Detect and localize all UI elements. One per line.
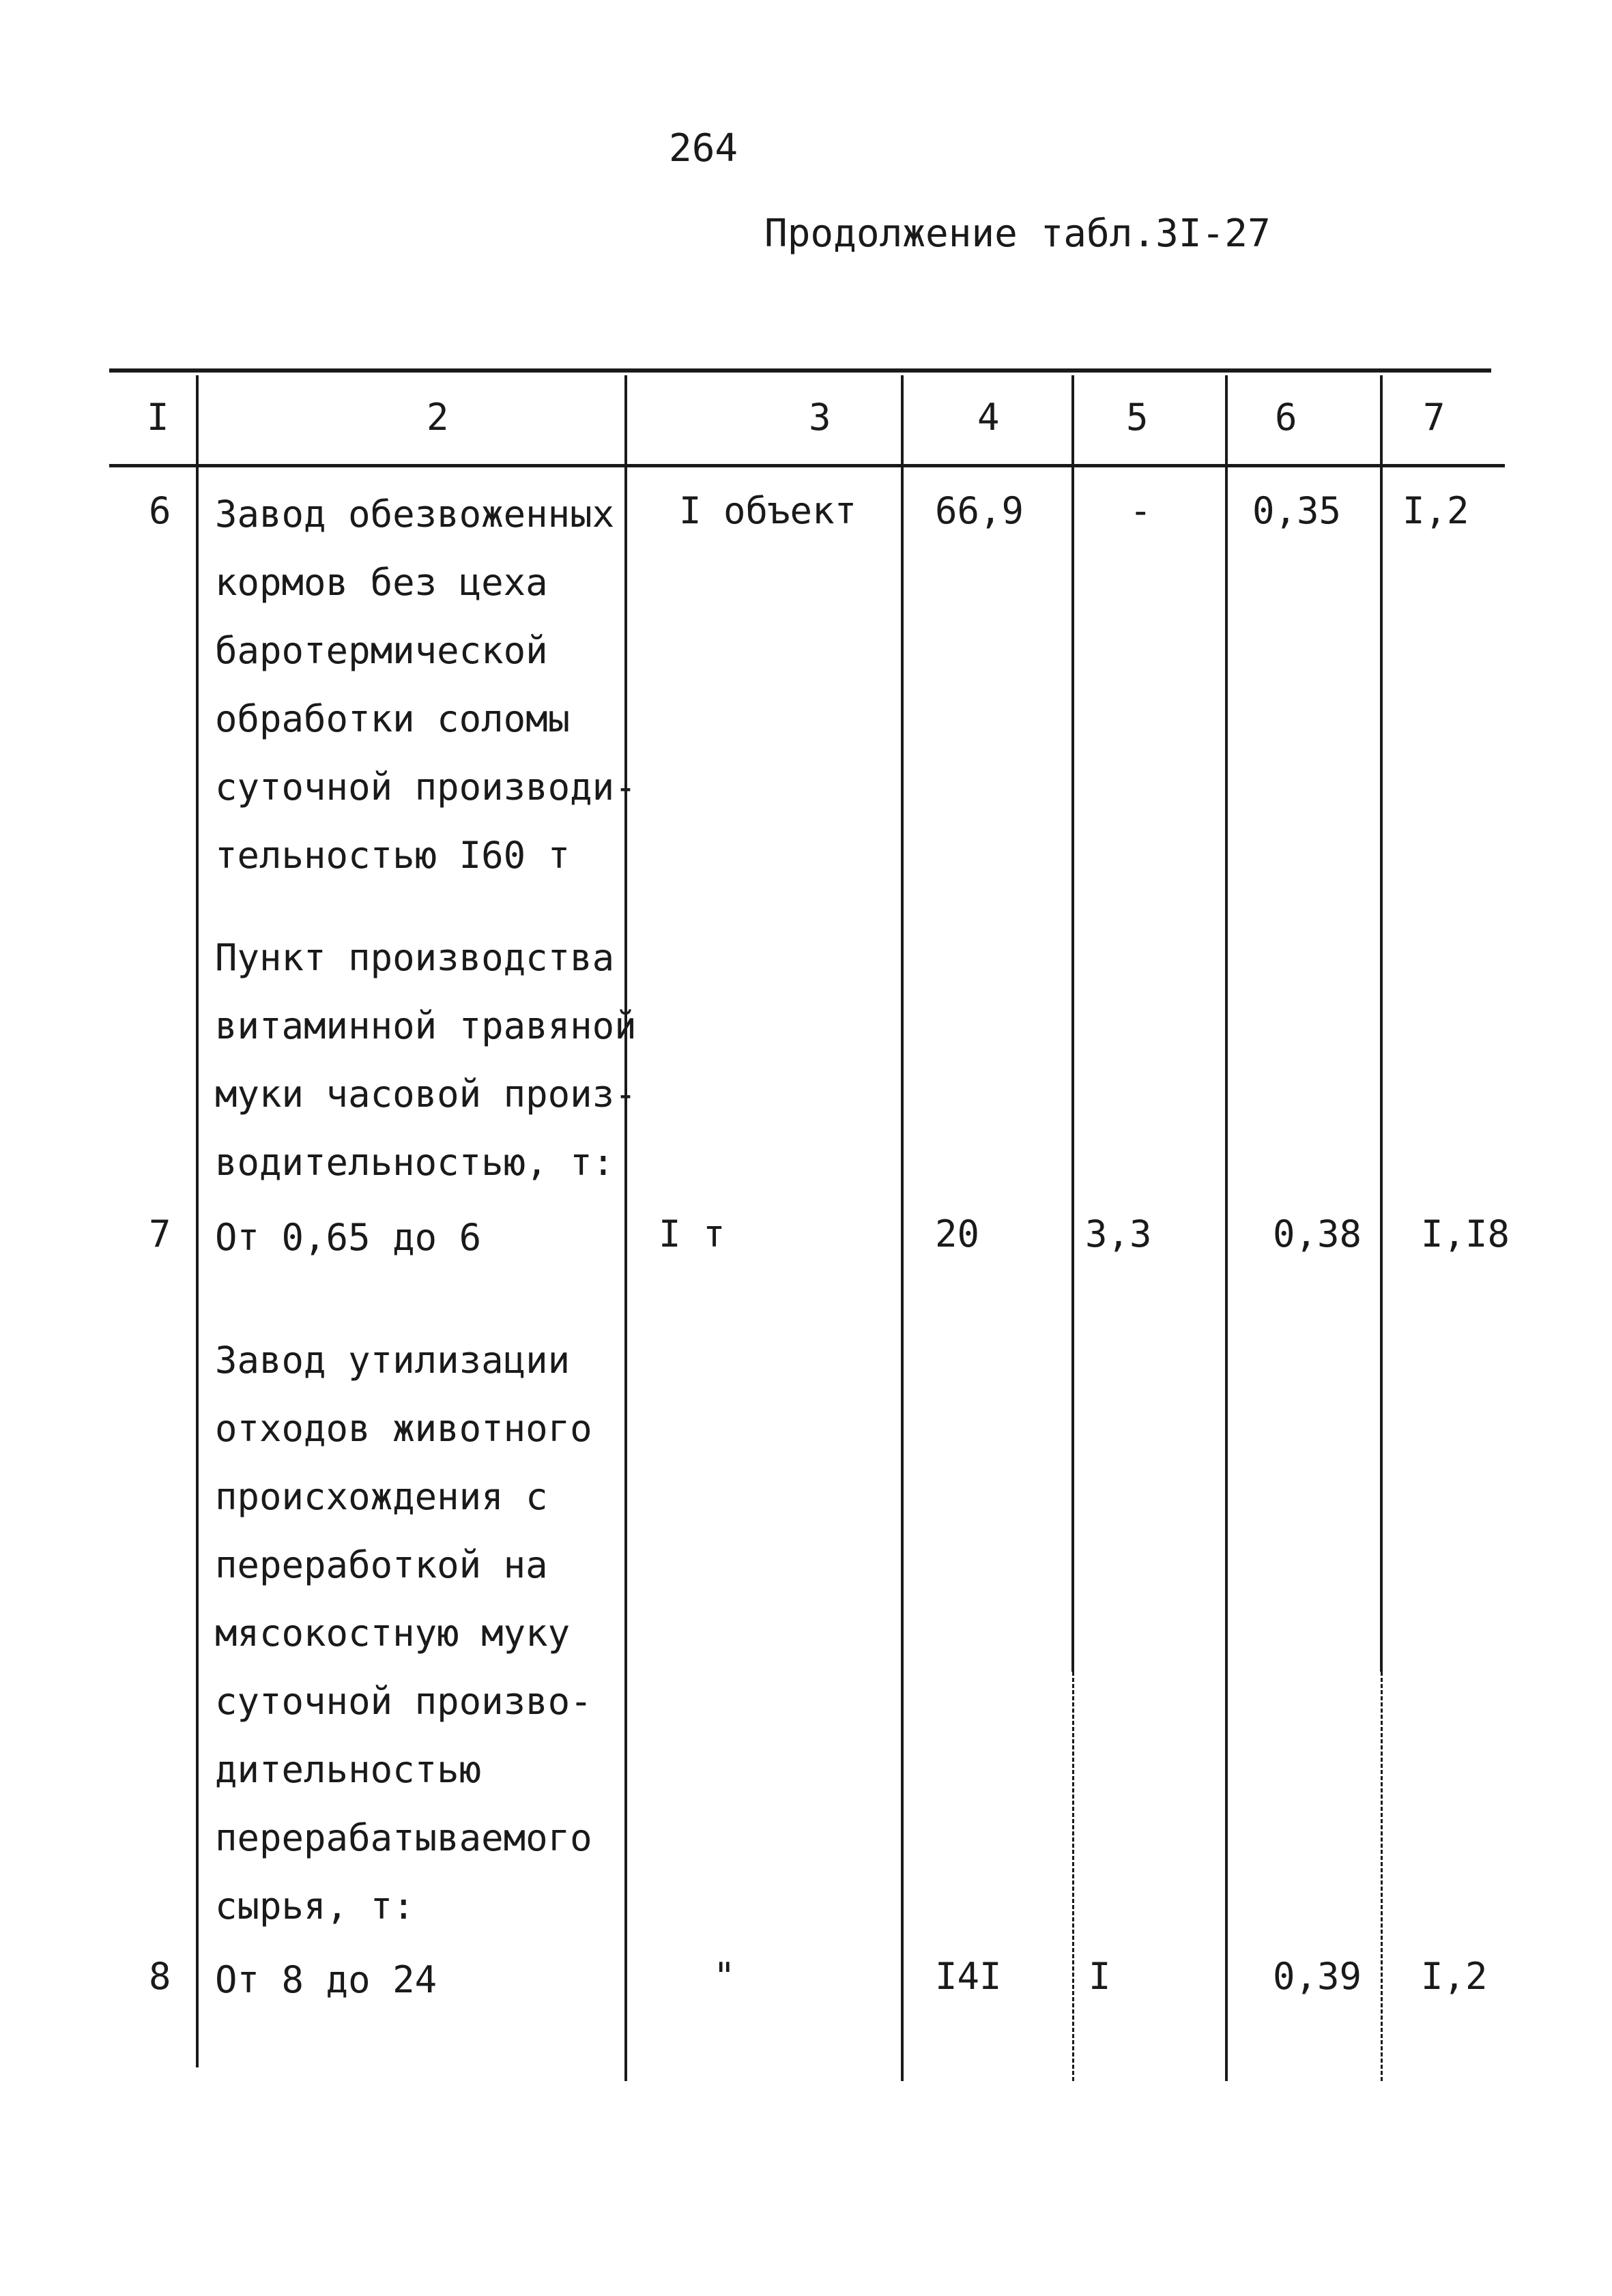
row-7-description-line: Пункт производства <box>215 936 615 979</box>
row-7-col4: 20 <box>935 1212 980 1255</box>
row-6-number: 6 <box>149 489 171 532</box>
row-6-description-line: суточной производи- <box>215 766 637 809</box>
row-6-description-line: обработки соломы <box>215 697 571 740</box>
row-8-description-line: суточной произво- <box>215 1680 592 1723</box>
row-7-description-line: водительностью, т: <box>215 1141 615 1184</box>
row-6-description-line: баротермической <box>215 629 548 672</box>
row-8-description-line: переработкой на <box>215 1543 548 1586</box>
row-6-unit: I объект <box>679 489 857 532</box>
row-8-description-line: Завод утилизации <box>215 1339 571 1382</box>
column-divider-6-dashed <box>1381 1672 1383 2081</box>
header-col-2: 2 <box>427 396 449 439</box>
row-8-col4: I4I <box>935 1955 1002 1998</box>
column-divider-3 <box>901 375 904 2081</box>
row-8-col7: I,2 <box>1421 1955 1488 1998</box>
table-caption: Продолжение табл.3I-27 <box>764 212 1271 256</box>
header-col-4: 4 <box>977 396 1000 439</box>
header-col-6: 6 <box>1275 396 1297 439</box>
header-col-7: 7 <box>1423 396 1445 439</box>
row-6-description-line: Завод обезвоженных <box>215 493 615 536</box>
row-6-col5: - <box>1129 489 1152 532</box>
row-8-description-line: От 8 до 24 <box>215 1958 437 2001</box>
row-7-col6: 0,38 <box>1273 1212 1362 1255</box>
table-header-rule <box>109 464 1505 467</box>
table-top-rule <box>109 368 1491 373</box>
row-8-number: 8 <box>149 1955 171 1998</box>
row-8-description-line: дительностью <box>215 1748 482 1791</box>
row-6-col6: 0,35 <box>1252 489 1342 532</box>
row-6-col7: I,2 <box>1402 489 1469 532</box>
row-8-col5: I <box>1089 1955 1111 1998</box>
column-divider-1 <box>196 375 199 2067</box>
header-col-1: I <box>147 396 169 439</box>
row-8-description-line: мясокостную муку <box>215 1612 571 1655</box>
page-number: 264 <box>669 126 738 171</box>
row-8-description-line: сырья, т: <box>215 1885 415 1928</box>
column-divider-4-dashed <box>1072 1672 1074 2081</box>
row-6-col4: 66,9 <box>935 489 1024 532</box>
row-7-description-line: От 0,65 до 6 <box>215 1216 482 1259</box>
column-divider-2 <box>624 375 627 2081</box>
row-7-col7: I,I8 <box>1421 1212 1510 1255</box>
column-divider-4 <box>1071 375 1074 1672</box>
row-6-description-line: тельностью I60 т <box>215 834 571 877</box>
row-8-description-line: перерабатываемого <box>215 1816 592 1859</box>
row-7-unit: I т <box>659 1212 725 1255</box>
row-7-number: 7 <box>149 1212 171 1255</box>
header-col-3: 3 <box>809 396 831 439</box>
row-8-description-line: происхождения с <box>215 1475 548 1518</box>
row-8-description-line: отходов животного <box>215 1407 592 1450</box>
header-col-5: 5 <box>1126 396 1149 439</box>
row-8-col6: 0,39 <box>1273 1955 1362 1998</box>
row-8-unit: " <box>713 1955 736 1998</box>
row-7-col5: 3,3 <box>1085 1212 1152 1255</box>
row-7-description-line: муки часовой произ- <box>215 1073 637 1116</box>
row-7-description-line: витаминной травяной <box>215 1004 637 1047</box>
row-6-description-line: кормов без цеха <box>215 561 548 604</box>
column-divider-6 <box>1380 375 1383 1672</box>
column-divider-5 <box>1225 375 1228 2081</box>
